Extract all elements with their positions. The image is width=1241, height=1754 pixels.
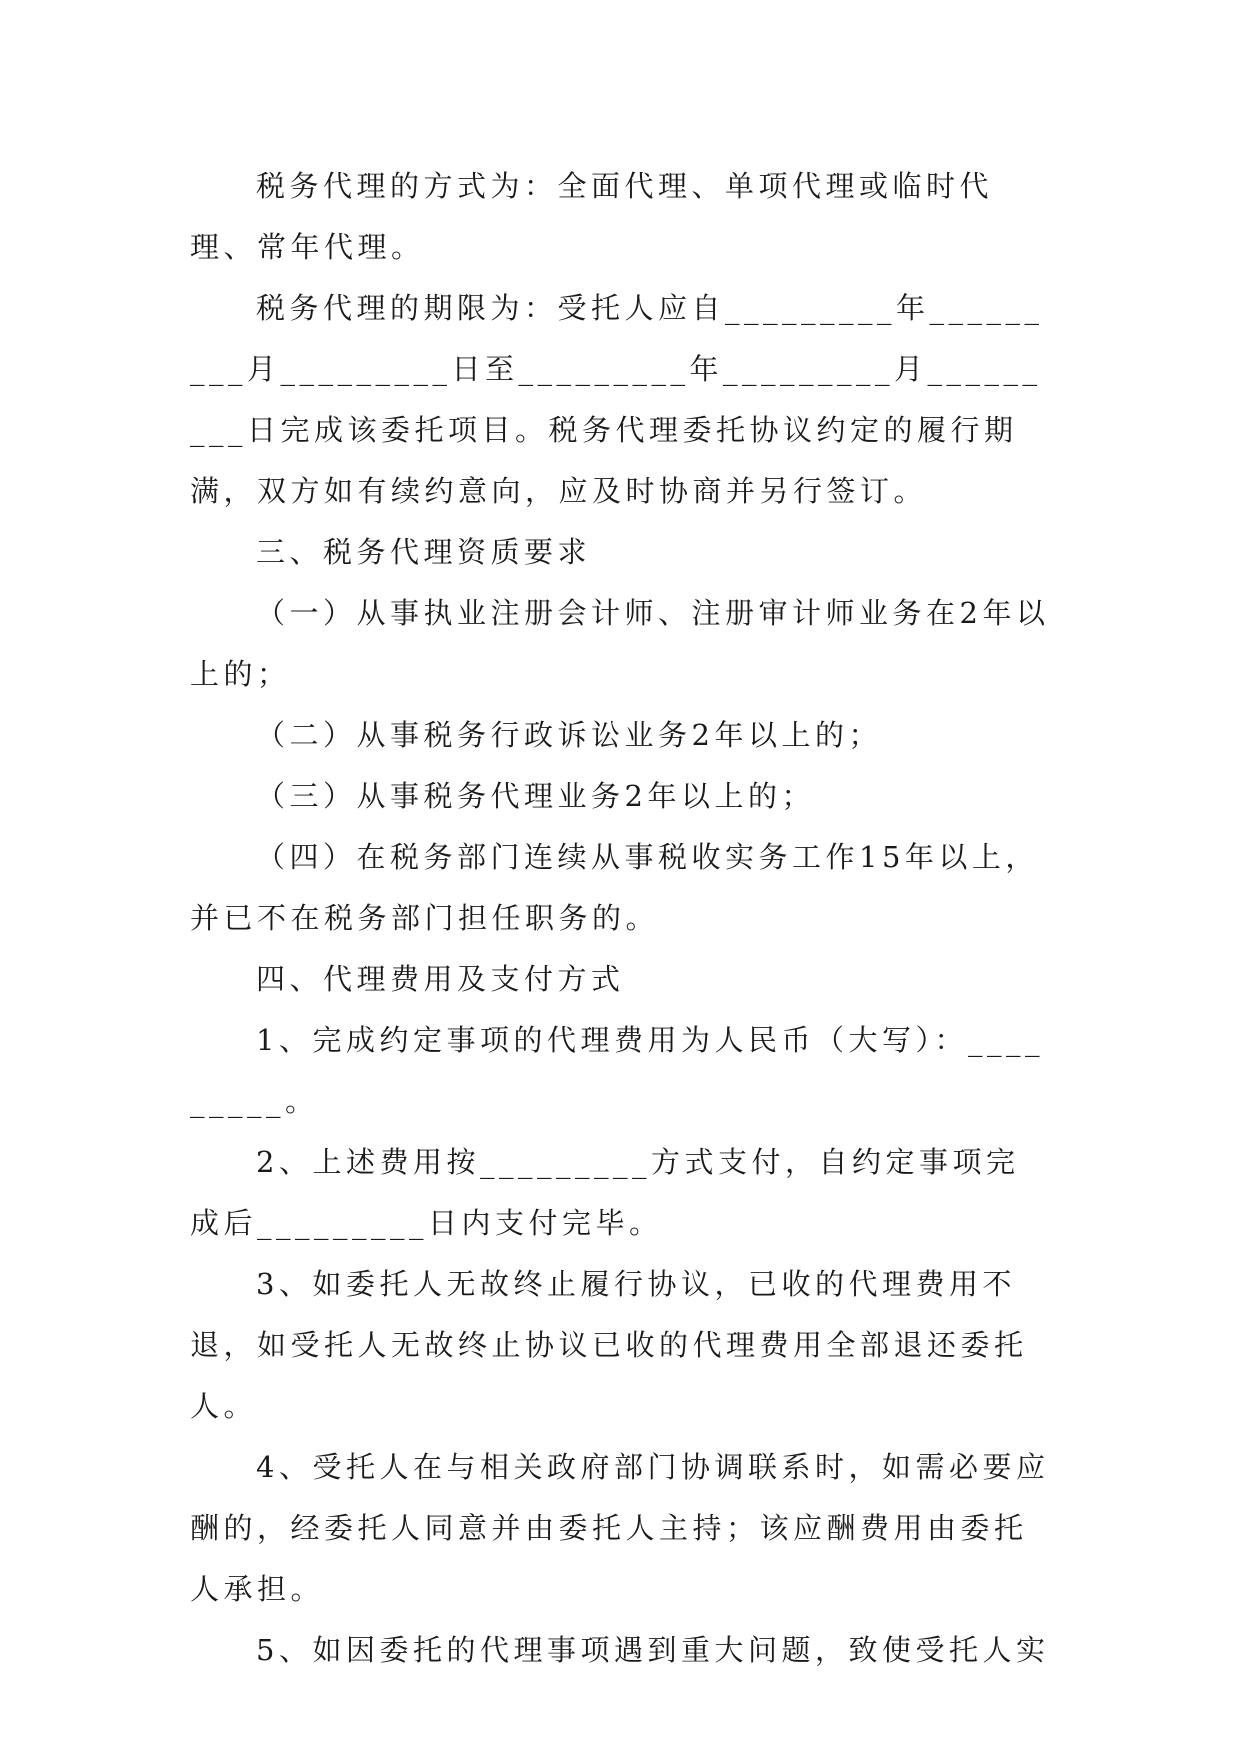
fee-clause-1: 1、完成约定事项的代理费用为人民币（大写）：_________。 [190,1023,1044,1118]
fee-clause-4: 4、受托人在与相关政府部门协调联系时，如需必要应酬的，经委托人同意并由委托人主持；该应酬费用由委托人承担。 [190,1450,1050,1606]
qualification-item-2: （二）从事税务行政诉讼业务2年以上的； [256,718,882,752]
section-heading-fees: 四、代理费用及支付方式 [256,962,625,996]
document-body [190,156,1050,1681]
section-heading-qualifications: 三、税务代理资质要求 [256,535,592,569]
qualification-item-4: （四）在税务部门连续从事税收实务工作15年以上，并已不在税务部门担任职务的。 [190,840,1039,935]
paragraph-agency-term: 税务代理的期限为：受托人应自_________年_________月_________日至_________年_________月_________日完成该委托项目。税务代理委托协议约定的履行期满，双方如有续约意向，应及时协商并另行签订。 [190,291,1044,508]
fee-clause-3: 3、如委托人无故终止履行协议，已收的代理费用不退，如受托人无故终止协议已收的代理费用全部退还委托人。 [190,1267,1028,1423]
qualification-item-3: （三）从事税务代理业务2年以上的； [256,779,815,813]
paragraph-agency-method: 税务代理的方式为：全面代理、单项代理或临时代理、常年代理。 [190,169,994,264]
fee-clause-2: 2、上述费用按_________方式支付，自约定事项完成后_________日内支付完毕。 [190,1145,1020,1240]
fee-clause-5: 5、如因委托的代理事项遇到重大问题，致使受托人实 [256,1633,1050,1667]
qualification-item-1: （一）从事执业注册会计师、注册审计师业务在2年以上的； [190,596,1050,691]
